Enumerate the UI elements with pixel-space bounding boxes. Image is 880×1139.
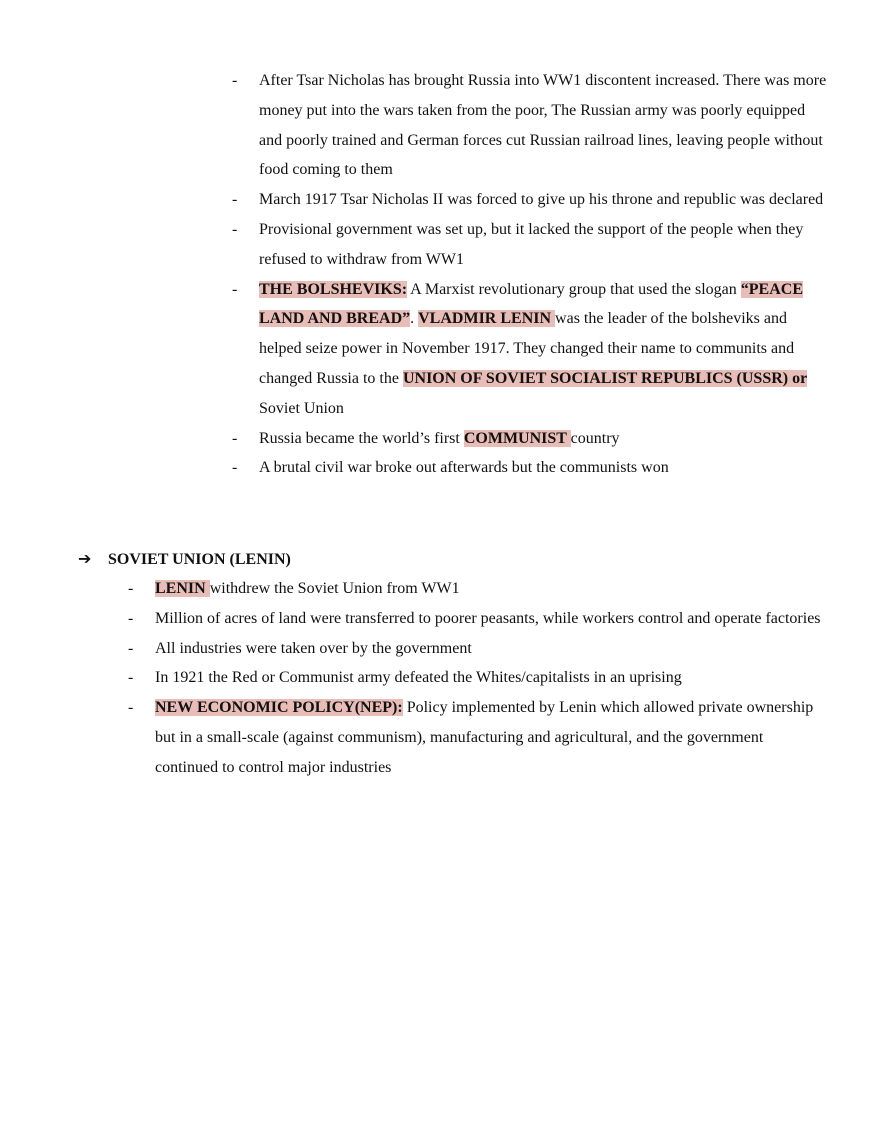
bullet-dash: -: [232, 459, 238, 477]
bullet-dash: -: [232, 429, 238, 447]
heading-text: SOVIET UNION (LENIN): [108, 551, 291, 568]
bullet-dash: -: [232, 280, 238, 298]
bullet-dash: -: [128, 609, 134, 627]
list-item: [232, 424, 829, 454]
item-text: Russia became the world’s first: [259, 429, 464, 447]
item-text: withdrew the Soviet Union from WW1: [209, 580, 460, 597]
item-text: was the leader of the bolsheviks and helped seize power in November 1917. They changed their name to communits and changed Russia to the: [259, 310, 795, 387]
bullet-dash: -: [232, 191, 238, 209]
highlight-slogan: “PEACE LAND AND BREAD”: [259, 280, 804, 328]
highlight-bolsheviks: THE BOLSHEVIKS:: [259, 280, 408, 298]
bullet-dash: -: [232, 72, 238, 89]
item-text: A brutal civil war broke out afterwards but the communists won: [259, 459, 669, 477]
item-text: In 1921 the Red or Communist army defeated the Whites/capitalists in an uprising: [155, 669, 682, 687]
highlight-nep: NEW ECONOMIC POLICY(NEP):: [155, 699, 403, 717]
list-item: [128, 693, 825, 782]
list-item: [232, 185, 829, 215]
item-text: Million of acres of land were transferred to poorer peasants, while workers control and operate factories: [155, 609, 821, 627]
bullet-dash: -: [128, 580, 134, 597]
highlight-lenin: VLADMIR LENIN: [418, 310, 556, 328]
item-text: Policy implemented by Lenin which allowed private ownership but in a small-scale (against communism), manufacturing and agricultural, and the government continued to control major industries: [155, 699, 814, 776]
list-item: [232, 453, 829, 483]
highlight-lenin: LENIN: [155, 580, 210, 597]
bullet-dash: -: [128, 699, 134, 717]
list-item: [232, 66, 829, 185]
item-text: Provisional government was set up, but it lacked the support of the people when they refused to withdraw from WW1: [259, 220, 804, 268]
item-text: A Marxist revolutionary group that used the slogan: [407, 280, 741, 298]
highlight-communist: COMMUNIST: [463, 429, 571, 447]
highlight-ussr: UNION OF SOVIET SOCIALIST REPUBLICS (USSR) or: [402, 369, 808, 387]
list-item: [128, 634, 825, 664]
item-text: .: [410, 310, 419, 328]
bullet-dash: -: [232, 220, 238, 238]
bullet-dash: -: [128, 639, 134, 657]
russia-revolution-list: [232, 66, 829, 483]
soviet-union-list: [128, 574, 825, 783]
list-item: [232, 275, 829, 424]
list-item: [128, 663, 825, 693]
item-text: March 1917 Tsar Nicholas II was forced to give up his throne and republic was declared: [259, 191, 824, 209]
list-item: [128, 574, 825, 604]
arrow-right-icon: ➔: [78, 551, 92, 568]
list-item: [232, 215, 829, 275]
list-item: [128, 604, 825, 634]
item-text: After Tsar Nicholas has brought Russia into WW1 discontent increased. There was more money put into the wars taken from the poor, The Russian army was poorly equipped and poorly trained and German forces cut Russian railroad lines, leaving people without food coming to them: [259, 72, 827, 179]
item-text: country: [570, 429, 620, 447]
item-text: Soviet Union: [259, 399, 344, 417]
bullet-dash: -: [128, 669, 134, 687]
item-text: All industries were taken over by the government: [155, 639, 472, 657]
